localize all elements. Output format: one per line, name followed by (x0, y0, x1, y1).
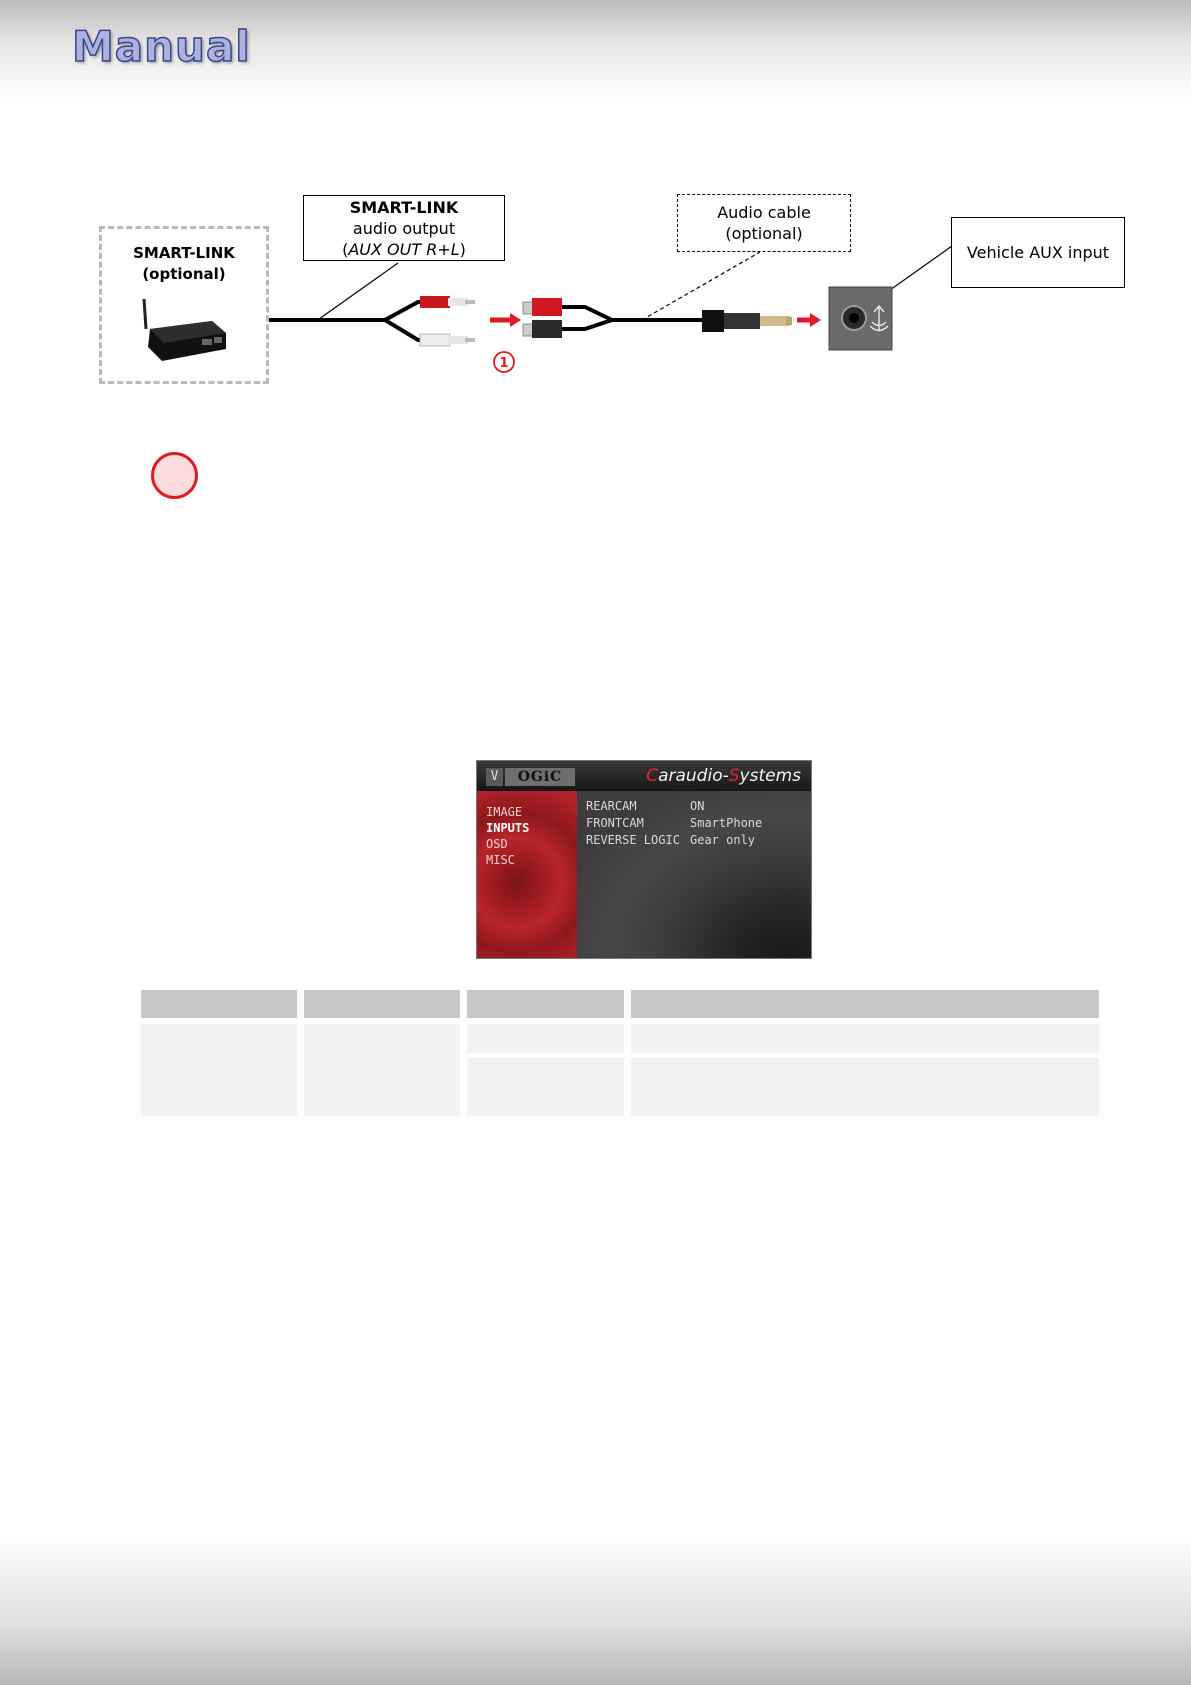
osd-setting-name[interactable]: REARCAM (586, 799, 637, 813)
osd-setting-name[interactable]: REVERSE LOGIC (586, 833, 680, 847)
table-cell (141, 1024, 297, 1116)
osd-logo-text: OGiC (505, 768, 575, 786)
osd-setting-value: SmartPhone (690, 816, 763, 830)
callout-line-audio-cable (642, 252, 760, 320)
table-cell (467, 1024, 624, 1053)
jack-plug (760, 316, 790, 326)
audio-cable-label: Audio cable (optional) (677, 194, 851, 252)
table-cell (304, 1024, 460, 1116)
osd-setting-name[interactable]: FRONTCAM (586, 816, 644, 830)
osd-menu-panel (477, 791, 577, 958)
cable-left (265, 302, 440, 340)
table-cell (467, 1058, 624, 1116)
callout-line-aux (890, 246, 952, 290)
osd-brand: Caraudio-Systems (646, 766, 801, 786)
smartlink-label: SMART-LINK (optional) (133, 244, 235, 283)
jack-boot (702, 310, 724, 332)
arrow-2 (810, 313, 821, 327)
table-header-cell (304, 990, 460, 1018)
vehicle-aux-input-label: Vehicle AUX input (951, 217, 1125, 288)
callout-line-audio-output (319, 263, 398, 319)
rca-plug-white-left (420, 334, 475, 346)
manual-title: Manual (72, 22, 251, 71)
jack-body (724, 313, 760, 329)
osd-setting-value: ON (690, 799, 705, 813)
table-cell (631, 1024, 1099, 1053)
smartlink-device-image (102, 229, 266, 381)
osd-setting-value: Gear only (690, 833, 756, 847)
cable-right (562, 307, 704, 329)
step-marker-circle (151, 452, 198, 499)
rca-plug-red-left (420, 296, 475, 308)
osd-menu-item-misc[interactable]: MISC (486, 853, 515, 867)
svg-text:1: 1 (499, 356, 509, 371)
osd-header (477, 761, 811, 791)
page-footer (0, 1535, 1191, 1685)
table-header-cell (631, 990, 1099, 1018)
osd-settings-panel (577, 791, 811, 958)
arrow-1 (510, 313, 521, 327)
osd-menu-screenshot (476, 760, 812, 959)
osd-menu-item-inputs[interactable]: INPUTS (486, 821, 530, 835)
table-header-cell (141, 990, 297, 1018)
osd-menu-item-image[interactable]: IMAGE (486, 805, 523, 819)
rca-socket-red-right (523, 298, 562, 316)
smartlink-device-frame (99, 226, 269, 384)
osd-menu-item-osd[interactable]: OSD (486, 837, 508, 851)
table-cell (631, 1058, 1099, 1116)
rca-socket-black-right (523, 320, 562, 338)
audio-output-label: SMART-LINK audio output (AUX OUT R+L) (303, 195, 505, 261)
table-header-cell (467, 990, 624, 1018)
osd-logo-v: V (486, 768, 503, 786)
